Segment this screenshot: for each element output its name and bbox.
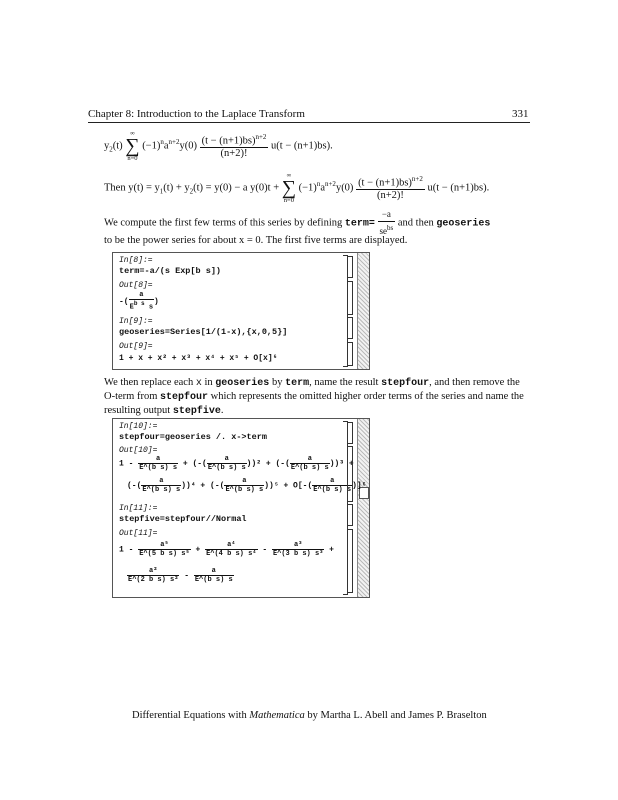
group-bracket[interactable] [343, 255, 348, 367]
in9-code[interactable]: geoseries=Series[1/(1-x),{x,0,5}] [119, 327, 288, 337]
header-rule [88, 122, 530, 123]
footer-citation: Differential Equations with Mathematica by Martha L. Abell and James P. Braselton [132, 710, 487, 721]
cell-bracket[interactable] [348, 446, 353, 502]
out11-label: Out[11]= [119, 529, 158, 538]
in11-label: In[11]:= [119, 504, 158, 513]
in8-label: In[8]:= [119, 256, 153, 265]
cell-bracket[interactable] [348, 281, 353, 315]
out8-label: Out[8]= [119, 281, 153, 290]
group-bracket[interactable] [343, 421, 348, 595]
out9-label: Out[9]= [119, 342, 153, 351]
out10-label: Out[10]= [119, 446, 158, 455]
in11-code[interactable]: stepfive=stepfour//Normal [119, 514, 247, 524]
paragraph-define-term: We compute the first few terms of this series by defining term= $\frac{-a}{se^{bs}}$ and then geoseries [104, 209, 491, 236]
cell-bracket[interactable] [348, 342, 353, 366]
notebook-scrollbar-2[interactable] [357, 419, 369, 597]
out10-line1: 1 - $\frac{a}{\text{E\textasciicircum{}(b s) s}}$ + (-( $\frac{a}{\text{E\textasciicircum{}(b s) s}}$ ))² + (-( $\frac{a}{\text{E\textasciicircum{}(b s) s}}$ ))³ + [119, 455, 354, 472]
out8-expression: -( $\frac{a}{E^{b s} s}$ ) [119, 291, 159, 312]
cell-bracket[interactable] [348, 529, 353, 593]
in8-code[interactable]: term=-a/(s Exp[b s]) [119, 266, 222, 276]
out11-line2: $\frac{\text{a²}}{\text{E\textasciicircum{}(2 b s) s²}}$ - $\frac{a}{\text{E\textasciicircum{}(b s) s}}$ [128, 567, 233, 584]
paragraph-define-term-line2: to be the power series for about x = 0. The first five terms are displayed. [104, 235, 408, 246]
cell-bracket[interactable] [348, 504, 353, 526]
in10-code[interactable]: stepfour=geoseries /. x->term [119, 432, 267, 442]
in10-label: In[10]:= [119, 422, 158, 431]
out10-line2: (-( $\frac{a}{\text{E\textasciicircum{}(b s) s}}$ ))⁴ + (-( $\frac{a}{\text{E\textasciicircum{}(b s) s}}$ ))⁵ + O[-( $\frac{a}{\text{E\textasciicircum{}(b s) s}}$ )]⁶ [127, 477, 367, 494]
page-number: 331 [512, 108, 529, 120]
notebook-cell-group-1[interactable] [112, 252, 370, 370]
out11-line1: 1 - $\frac{\text{a⁵}}{\text{E\textasciicircum{}(5 b s) s⁵}}$ + $\frac{\text{a⁴}}{\text{E\textasciicircum{}(4 b s) s⁴}}$ - $\frac{\text{a³}}{\text{E\textasciicircum{}(3 b s) s³}}$ + [119, 541, 334, 558]
notebook-scrollbar-1[interactable] [357, 253, 369, 369]
cell-bracket[interactable] [348, 256, 353, 278]
notebook-cell-group-2[interactable] [112, 418, 370, 598]
chapter-title: Chapter 8: Introduction to the Laplace Transform [88, 108, 305, 120]
paragraph-replace: We then replace each x in geoseries by term, name the result stepfour, and then remove the O-term from stepfour which represents the omitted higher order terms of the series and name the resulting output stepfive. [104, 377, 524, 417]
equation-y: Then $y(t) = y_1(t) + y_2(t) = y(0) - a$ y(0)t + ∞ ∑ n=0 $(-1)^na^{n+2}y(0)$ $\frac{(t - (n+1)bs)^{n+2}}{(n+2)!}$ u(t − (n+1)bs). [104, 172, 490, 204]
in9-label: In[9]:= [119, 317, 153, 326]
cell-bracket[interactable] [348, 317, 353, 339]
out9-expression: 1 + x + x² + x³ + x⁴ + x⁵ + O[x]⁶ [119, 354, 278, 363]
cell-bracket[interactable] [348, 422, 353, 444]
equation-y2: $y_2(t)$ ∞ ∑ n=0 $(-1)^na^{n+2}y(0)$ $\frac{(t - (n+1)bs)^{n+2}}{(n+2)!}$ u(t − (n+1)bs). [104, 130, 333, 162]
